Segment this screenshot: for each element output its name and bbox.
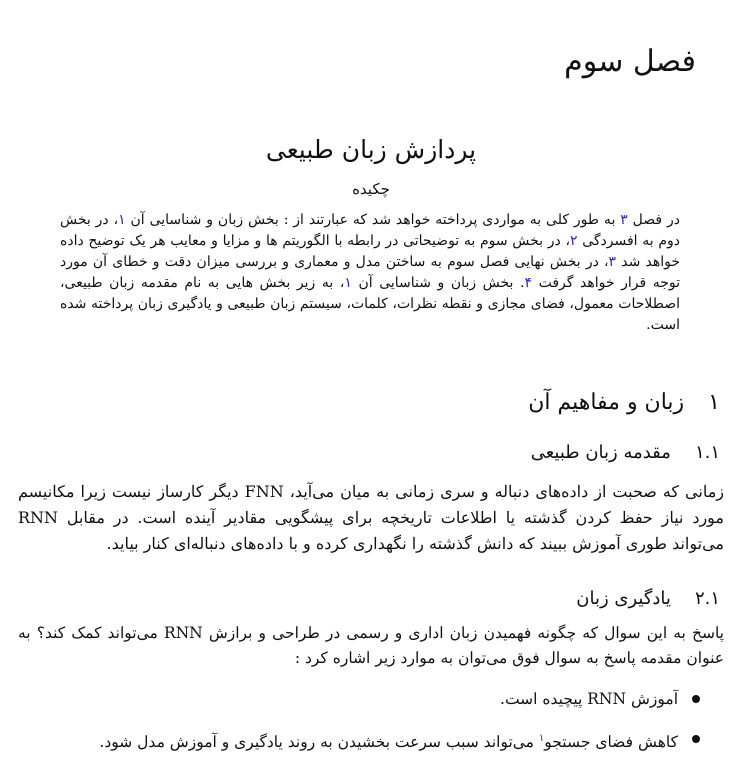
ref-section-2-link[interactable]: ۲ — [569, 233, 578, 249]
ref-section-1-link[interactable]: ۱ — [118, 212, 126, 228]
section-number: ۱.۱ — [694, 442, 720, 463]
section-title: مقدمه زبان طبیعی — [530, 442, 671, 463]
document-title: پردازش زبان طبیعی — [265, 135, 477, 164]
list-item: آموزش RNN پیچیده است. — [30, 688, 700, 710]
section-1-1-heading — [531, 442, 720, 463]
section-title: زبان و مفاهیم آن — [528, 390, 685, 415]
abstract-heading: چکیده — [352, 180, 390, 198]
footnote-marker[interactable]: ۱ — [538, 733, 545, 744]
abstract-text: در فصل ۳ به طور کلی به مواردی پرداخته خواهد شد که عبارتند از : بخش زبان و شناسایی آن ۱، در بخش دوم به افسردگی ۲، در بخش سوم به توضیحاتی در رابطه با الگوریتم ها و مزایا و معایب هر یک توضیح داده خواهد شد ۳، در بخش نهایی فصل سوم به ساختن مدل و معماری و بررسی میزان دقت و خطای آن مورد توجه قرار خواهد گرفت ۴. بخش زبان و شناسایی آن ۱، به زیر بخش هایی به نام مقدمه زبان طبیعی، اصطلاحات معمول، فضای مجازی و نقطه نظرات، کلمات، سیستم زبان طبیعی و یادگیری زبان پرداخته شده است. — [60, 212, 680, 333]
bullet-icon — [692, 695, 700, 703]
section-1-2-paragraph: پاسخ به این سوال که چگونه فهمیدن زبان اداری و رسمی در طراحی و برازش RNN می‌تواند کمک کند؟ به عنوان مقدمه پاسخ به سوال فوق می‌توان به موارد زیر اشاره کرد : — [18, 624, 724, 667]
section-title: یادگیری زبان — [576, 588, 671, 609]
bullet-list — [30, 688, 700, 771]
section-1-heading — [528, 390, 720, 415]
chapter-title: فصل سوم — [564, 44, 696, 79]
section-1-2-heading — [576, 588, 720, 609]
bullet-icon — [692, 735, 700, 743]
section-number: ۲.۱ — [694, 588, 720, 609]
ref-section-1b-link[interactable]: ۱ — [344, 275, 352, 291]
section-1-1-paragraph: زمانی که صحبت از داده‌های دنباله و سری زمانی به میان می‌آید، FNN دیگر کارساز نیست زیرا مکانیسم مورد نیاز حفظ کردن گذشته یا اطلاعات تاریخچه برای پیشگویی مقادیر آینده است. در مقابل RNN می‌تواند طوری آموزش ببیند که دانش گذشته را نگهداری کرده و با داده‌های دنباله‌ای کنار بیاید. — [18, 482, 725, 553]
ref-section-4-link[interactable]: ۴ — [524, 275, 533, 291]
section-number: ۱ — [708, 390, 720, 415]
ref-section-3-link[interactable]: ۳ — [608, 254, 617, 270]
ref-chapter-link[interactable]: ۳ — [620, 212, 628, 228]
list-item: کاهش فضای جستجو$^۱$ می‌تواند سبب سرعت بخشیدن به روند یادگیری و آموزش مدل شود. — [30, 728, 700, 753]
